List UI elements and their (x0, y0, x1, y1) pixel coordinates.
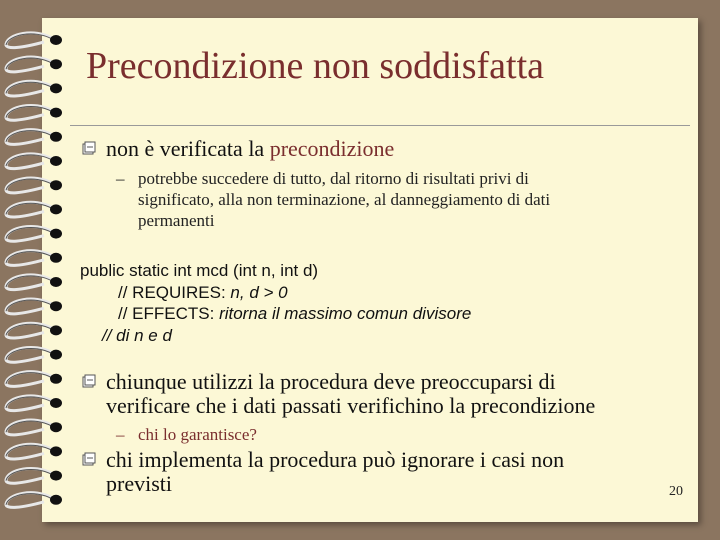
bullet-3-line: chi implementa la procedura può ignorare i casi non (106, 447, 565, 472)
sub-line: significato, alla non terminazione, al danneggiamento di dati (138, 190, 551, 209)
code-requires-label: // REQUIRES: (118, 283, 231, 302)
bullet-2-sub-text: chi lo garantisce? (138, 425, 257, 444)
checkbox-bullet-icon (82, 452, 96, 466)
bullet-1 (82, 137, 394, 161)
title-divider (70, 125, 690, 126)
code-requires-value: n, d > 0 (230, 283, 288, 302)
checkbox-bullet-icon (82, 374, 96, 388)
bullet-3-line: previsti (106, 471, 172, 496)
sub-dash: – (116, 169, 125, 188)
code-effects (118, 303, 471, 324)
bullet-2-line: verificare che i dati passati verifichino la precondizione (106, 393, 596, 418)
bullet-2-sub (116, 424, 257, 445)
sub-line: potrebbe succedere di tutto, dal ritorno di risultati privi di (138, 169, 529, 188)
code-last-text: // di n e d (102, 326, 172, 345)
sub-line: permanenti (138, 211, 215, 230)
bullet-1-highlight: precondizione (269, 136, 395, 161)
checkbox-bullet-icon (82, 141, 96, 155)
bullet-1-sub (116, 168, 656, 231)
code-last-line (102, 325, 172, 346)
bullet-2-line: chiunque utilizzi la procedura deve preoccuparsi di (106, 369, 556, 394)
code-requires (118, 282, 288, 303)
bullet-2 (82, 370, 595, 418)
page-number: 20 (669, 484, 683, 499)
code-effects-label: // EFFECTS: (118, 304, 220, 323)
code-signature: public static int mcd (int n, int d) (80, 261, 319, 280)
slide-title: Precondizione non soddisfatta (86, 45, 545, 87)
code-effects-value: ritorna il massimo comun divisore (219, 304, 472, 323)
bullet-3 (82, 448, 564, 496)
bullet-1-text: non è verificata la (106, 136, 270, 161)
sub-dash: – (116, 425, 125, 444)
